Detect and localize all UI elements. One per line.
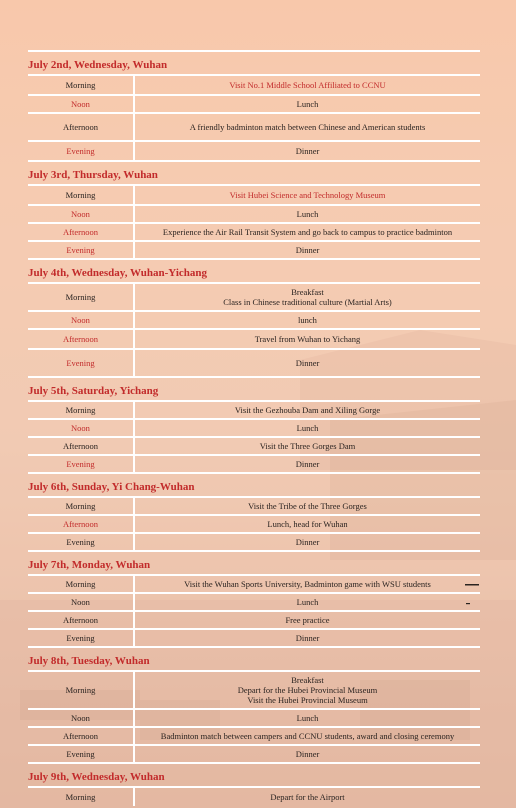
schedule-row (28, 744, 480, 762)
schedule-row (28, 94, 480, 112)
time-of-day: Evening (28, 142, 135, 160)
activity-text: Lunch (296, 423, 319, 433)
time-of-day: Morning (28, 788, 135, 806)
activity-cell (135, 672, 480, 708)
schedule-row (28, 240, 480, 258)
schedule-row (28, 184, 480, 204)
schedule-row (28, 328, 480, 348)
schedule-row (28, 574, 480, 592)
time-of-day: Evening (28, 534, 135, 550)
activity-text: Badminton match between campers and CCNU students, award and closing ceremony (160, 731, 455, 741)
activity-cell (135, 594, 480, 610)
time-of-day: Afternoon (28, 330, 135, 348)
activity-text: Depart for the Airport (270, 792, 345, 802)
day-title: July 3rd, Thursday, Wuhan (28, 160, 480, 184)
day-title: July 9th, Wednesday, Wuhan (28, 762, 480, 786)
day-section (28, 550, 480, 646)
activity-text: Depart for the Hubei Provincial Museum (237, 685, 378, 695)
day-section (28, 646, 480, 762)
activity-cell (135, 350, 480, 376)
time-of-day: Noon (28, 312, 135, 328)
activity-text: lunch (298, 315, 317, 325)
schedule-row (28, 112, 480, 140)
day-title: July 2nd, Wednesday, Wuhan (28, 50, 480, 74)
schedule-row (28, 140, 480, 160)
activity-text: Visit No.1 Middle School Affiliated to CCNU (229, 80, 386, 90)
activity-text: Visit Hubei Science and Technology Museum (229, 190, 386, 200)
time-of-day: Afternoon (28, 114, 135, 140)
activity-text: Lunch (296, 713, 319, 723)
activity-text: Travel from Wuhan to Yichang (254, 334, 361, 344)
schedule-row (28, 74, 480, 94)
activity-text: Breakfast (291, 675, 324, 685)
day-section (28, 472, 480, 550)
activity-text: Class in Chinese traditional culture (Martial Arts) (223, 297, 392, 307)
activity-cell (135, 576, 480, 592)
day-title: July 4th, Wednesday, Wuhan-Yichang (28, 258, 480, 282)
time-of-day: Afternoon (28, 612, 135, 628)
schedule-row (28, 204, 480, 222)
time-of-day: Evening (28, 746, 135, 762)
activity-cell (135, 186, 480, 204)
activity-cell (135, 516, 480, 532)
time-of-day: Morning (28, 672, 135, 708)
time-of-day: Morning (28, 498, 135, 514)
day-section (28, 160, 480, 258)
schedule-row (28, 786, 480, 806)
activity-text: Visit the Three Gorges Dam (259, 441, 356, 451)
activity-text: Visit the Gezhouba Dam and Xiling Gorge (234, 405, 381, 415)
schedule-row (28, 348, 480, 376)
time-of-day: Morning (28, 576, 135, 592)
schedule-row (28, 708, 480, 726)
schedule-row (28, 532, 480, 550)
activity-cell (135, 746, 480, 762)
day-title: July 6th, Sunday, Yi Chang-Wuhan (28, 472, 480, 496)
activity-cell (135, 76, 480, 94)
schedule-row (28, 222, 480, 240)
time-of-day: Morning (28, 76, 135, 94)
schedule-row (28, 592, 480, 610)
activity-text: Dinner (295, 633, 320, 643)
schedule-row (28, 726, 480, 744)
activity-cell (135, 710, 480, 726)
schedule-row (28, 454, 480, 472)
activity-text: Visit the Wuhan Sports University, Badminton game with WSU students (184, 579, 431, 589)
activity-text: Dinner (295, 459, 320, 469)
activity-cell (135, 284, 480, 310)
time-of-day: Morning (28, 284, 135, 310)
activity-cell (135, 456, 480, 472)
activity-text: Dinner (295, 146, 320, 156)
day-section (28, 376, 480, 472)
time-of-day: Evening (28, 350, 135, 376)
time-of-day: Evening (28, 630, 135, 646)
schedule-row (28, 496, 480, 514)
time-of-day: Evening (28, 242, 135, 258)
activity-text: Lunch, head for Wuhan (267, 519, 348, 529)
schedule-row (28, 514, 480, 532)
activity-text: Dinner (295, 358, 320, 368)
time-of-day: Afternoon (28, 516, 135, 532)
schedule-row (28, 610, 480, 628)
day-section (28, 762, 480, 806)
activity-text: Visit the Hubei Provincial Museum (247, 695, 368, 705)
time-of-day: Noon (28, 420, 135, 436)
activity-cell (135, 534, 480, 550)
activity-cell (135, 498, 480, 514)
day-section (28, 50, 480, 160)
activity-cell (135, 224, 480, 240)
schedule-row (28, 670, 480, 708)
activity-cell (135, 96, 480, 112)
schedule-row (28, 310, 480, 328)
day-title: July 5th, Saturday, Yichang (28, 376, 480, 400)
activity-text: Lunch (296, 209, 319, 219)
day-title: July 7th, Monday, Wuhan (28, 550, 480, 574)
activity-cell (135, 438, 480, 454)
activity-text: Visit the Tribe of the Three Gorges (248, 501, 367, 511)
time-of-day: Afternoon (28, 438, 135, 454)
activity-cell (135, 114, 480, 140)
activity-cell (135, 142, 480, 160)
activity-text: Dinner (295, 537, 320, 547)
activity-cell (135, 630, 480, 646)
activity-cell (135, 420, 480, 436)
time-of-day: Morning (28, 186, 135, 204)
time-of-day: Afternoon (28, 224, 135, 240)
activity-text: Dinner (295, 749, 320, 759)
schedule-row (28, 400, 480, 418)
schedule-row (28, 418, 480, 436)
schedule-row (28, 282, 480, 310)
activity-text: Experience the Air Rail Transit System and go back to campus to practice badminton (162, 227, 453, 237)
schedule-row (28, 628, 480, 646)
time-of-day: Noon (28, 710, 135, 726)
activity-text: A friendly badminton match between Chinese and American students (189, 122, 426, 132)
activity-cell (135, 612, 480, 628)
activity-cell (135, 788, 480, 806)
activity-cell (135, 402, 480, 418)
activity-text: Breakfast (291, 287, 324, 297)
activity-cell (135, 242, 480, 258)
day-section (28, 258, 480, 376)
itinerary-table (28, 50, 480, 806)
activity-text: Free practice (285, 615, 330, 625)
activity-cell (135, 330, 480, 348)
activity-text: Lunch (296, 597, 319, 607)
time-of-day: Noon (28, 206, 135, 222)
schedule-row (28, 436, 480, 454)
day-title: July 8th, Tuesday, Wuhan (28, 646, 480, 670)
activity-cell (135, 206, 480, 222)
activity-text: Dinner (295, 245, 320, 255)
time-of-day: Noon (28, 96, 135, 112)
time-of-day: Afternoon (28, 728, 135, 744)
activity-cell (135, 728, 480, 744)
activity-text: Lunch (296, 99, 319, 109)
time-of-day: Evening (28, 456, 135, 472)
activity-cell (135, 312, 480, 328)
time-of-day: Morning (28, 402, 135, 418)
time-of-day: Noon (28, 594, 135, 610)
